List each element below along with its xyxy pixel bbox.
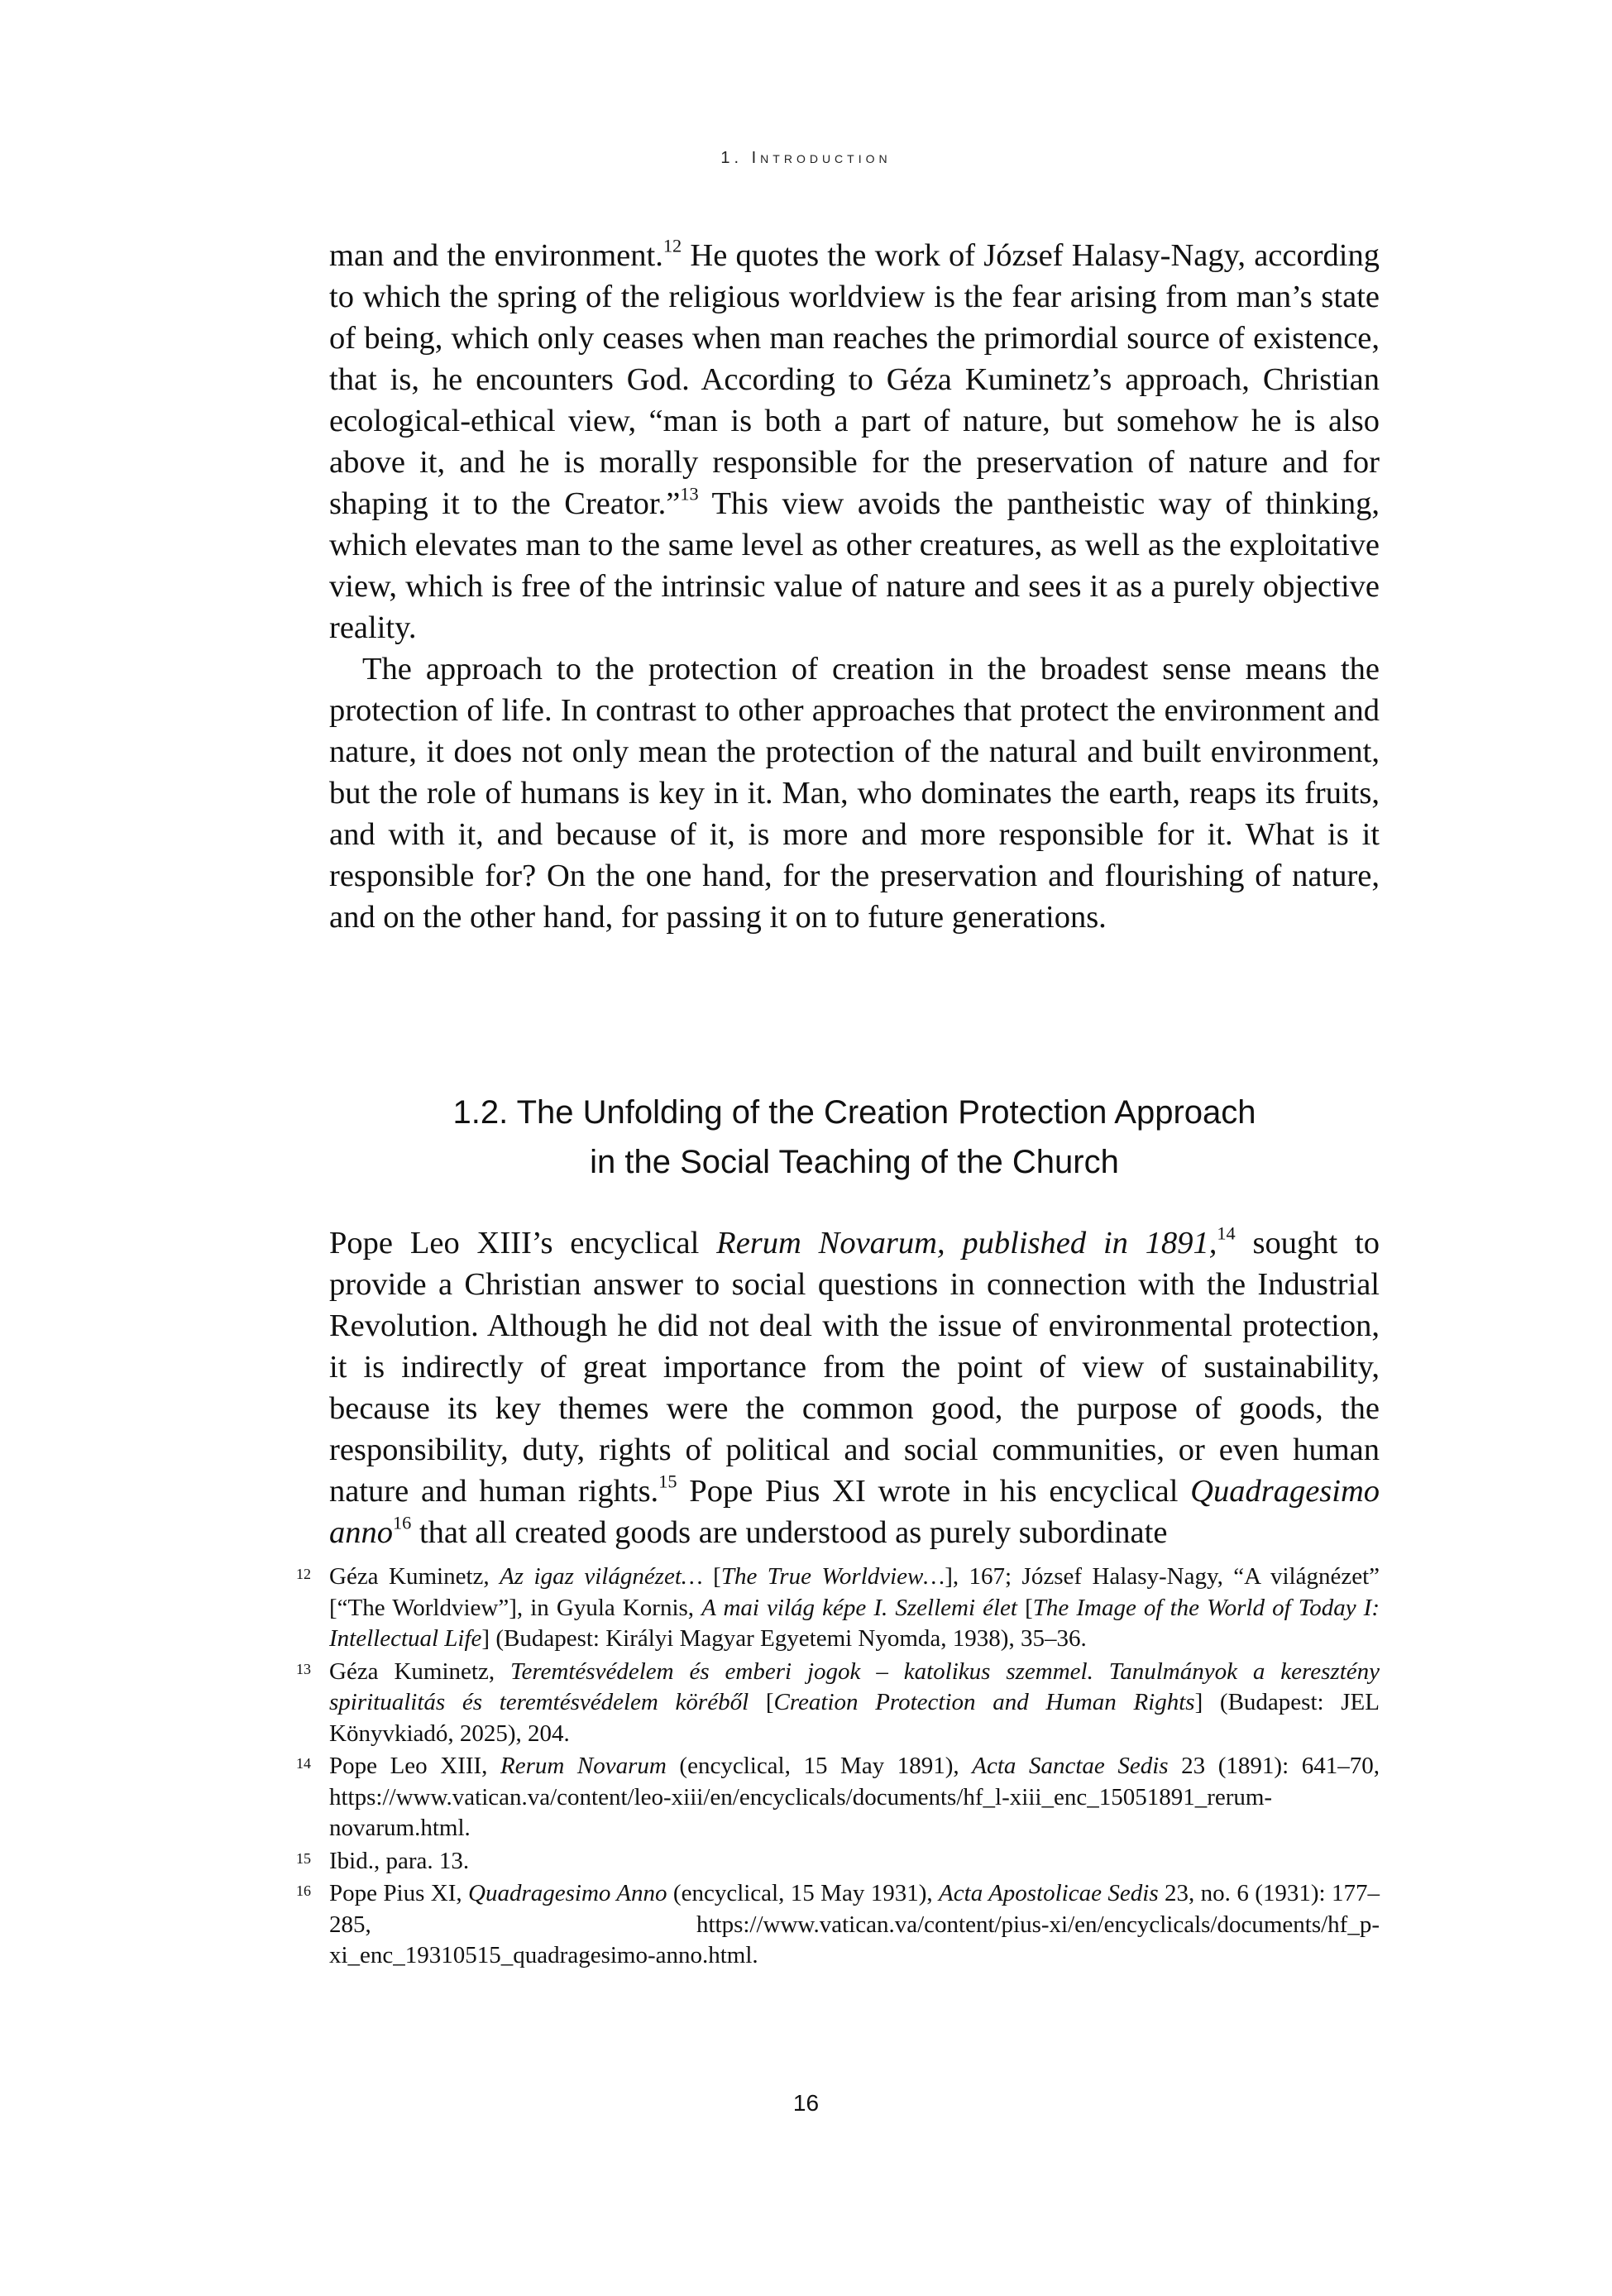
page-number: 16 <box>792 2090 820 2116</box>
italic-title: Quadragesimo anno <box>329 1474 1380 1550</box>
text-span: (encyclical, 15 May 1891), <box>666 1753 973 1779</box>
text-span: sought to provide a Christian answer to social questions in connection with the Industrial Revolution. Although he did not deal with the issue of environmental protection, it is indirectly of great importance from the point of view of sustainability, because its key themes were the common good, the purpose of goods, the responsibility, duty, rights of political and social communities, or even human nature and human rights. <box>329 1226 1380 1509</box>
italic-title: The True Worldview… <box>720 1563 945 1590</box>
footnote-16 <box>281 1878 1380 1972</box>
text-span: Ibid., para. 13. <box>329 1847 470 1874</box>
text-span: [ <box>702 1563 721 1590</box>
footnote-ref-16[interactable]: 16 <box>393 1512 412 1533</box>
italic-title: Creation Protection and Human Rights <box>773 1689 1195 1715</box>
text-span: man and the environment. <box>329 238 663 273</box>
footnote-url-text[interactable]: 23 (1891): 641–70, https://www.vatican.va/content/leo-xiii/en/encyclicals/documents/hf_l-xiii_enc_15051891_rerum-novarum.html. <box>329 1753 1380 1841</box>
footnote-number: 16 <box>296 1882 311 1899</box>
paragraph-1 <box>329 235 1380 648</box>
paragraph-2: The approach to the protection of creation in the broadest sense means the protection of life. In contrast to other approaches that protect the environment and nature, it does not only mean the protection of the natural and built environment, but the role of humans is key in it. Man, who dominates the earth, reaps its fruits, and with it, and because of it, is more and more responsible for it. What is it responsible for? On the one hand, for the preservation and flourishing of nature, and on the other hand, for passing it on to future generations. <box>329 652 1380 935</box>
footnote-12 <box>281 1562 1380 1655</box>
footnote-text <box>329 1878 1380 1972</box>
footnote-number: 15 <box>296 1849 311 1867</box>
text-span: that all created goods are understood as purely subordinate <box>411 1515 1168 1550</box>
footnote-text <box>329 1657 1380 1750</box>
footnote-number: 12 <box>296 1566 311 1582</box>
text-span: ] (Budapest: JEL Könyvkiadó, 2025), 204. <box>329 1689 1380 1747</box>
footnote-ref-12[interactable]: 12 <box>662 235 682 256</box>
text-span: ], 167; József Halasy-Nagy, “A világnézet” [“The Worldview”], in Gyula Kornis, <box>329 1563 1380 1621</box>
italic-title: Quadragesimo Anno <box>468 1880 667 1906</box>
section-heading-line-1: 1.2. The Unfolding of the Creation Protection Approach <box>452 1094 1256 1131</box>
footnote-13 <box>281 1657 1380 1750</box>
text-span: Pope Pius XI, <box>329 1880 469 1906</box>
footnote-ref-14[interactable]: 14 <box>1217 1222 1236 1244</box>
italic-title: Teremtésvédelem és emberi jogok – katolikus szemmel. Tanulmányok a keresztény spiritualitás és teremtésvédelem köréből <box>329 1657 1380 1715</box>
footnotes <box>281 1562 1380 1973</box>
italic-title: Az igaz világnézet… <box>500 1563 703 1590</box>
italic-title: Acta Sanctae Sedis <box>972 1753 1169 1779</box>
footnote-url-text[interactable]: 23, no. 6 (1931): 177–285, https://www.vatican.va/content/pius-xi/en/encyclicals/documents/hf_p-xi_enc_19310515_quadragesimo-anno.html. <box>329 1880 1380 1968</box>
text-span: Géza Kuminetz, <box>329 1657 510 1685</box>
footnote-text <box>329 1562 1380 1655</box>
italic-title: The Image of the World of Today I: Intellectual Life <box>329 1594 1380 1652</box>
text-span: This view avoids the pantheistic way of thinking, which elevates man to the same level as other creatures, as well as the exploitative view, which is free of the intrinsic value of nature and sees it as a purely objective reality. <box>329 486 1380 645</box>
text-span: ] (Budapest: Királyi Magyar Egyetemi Nyomda, 1938), 35–36. <box>481 1625 1087 1652</box>
italic-title: Acta Apostolicae Sedis <box>939 1880 1159 1906</box>
footnote-15 <box>281 1846 1380 1877</box>
footnote-number: 13 <box>296 1660 311 1677</box>
text-span: He quotes the work of József Halasy-Nagy, according to which the spring of the religious worldview is the fear arising from man’s state of being, which only ceases when man reaches the primordial source of existence, that is, he encounters God. According to Géza Kuminetz’s approach, Christian ecological-ethical view, “man is both a part of nature, but somehow he is also above it, and he is morally responsible for the preservation of nature and for shaping it to the Creator.” <box>329 238 1380 521</box>
paragraph-3 <box>329 1222 1380 1553</box>
italic-title: A mai világ képe I. Szellemi élet <box>701 1594 1017 1621</box>
italic-title: Rerum Novarum <box>500 1753 667 1779</box>
section-heading <box>329 1088 1380 1187</box>
section-heading-line-2: in the Social Teaching of the Church <box>590 1144 1119 1181</box>
text-span: Pope Leo XIII’s encyclical <box>329 1226 717 1260</box>
text-span: Pope Leo XIII, <box>329 1753 500 1779</box>
running-head: 1. Introduction <box>720 149 892 167</box>
footnote-number: 14 <box>296 1755 311 1772</box>
text-span: [ <box>749 1689 774 1715</box>
footnote-text <box>329 1846 1380 1877</box>
footnote-text <box>329 1751 1380 1844</box>
footnote-14 <box>281 1751 1380 1844</box>
footnote-ref-13[interactable]: 13 <box>680 483 699 505</box>
italic-title: Rerum Novarum, published in 1891, <box>716 1226 1217 1260</box>
text-span: (encyclical, 15 May 1931), <box>667 1880 940 1906</box>
body-text-block-2 <box>329 1222 1380 1553</box>
footnote-ref-15[interactable]: 15 <box>658 1471 677 1492</box>
body-text-block-1 <box>329 235 1380 938</box>
text-span: Pope Pius XI wrote in his encyclical <box>677 1474 1191 1509</box>
text-span: [ <box>1016 1594 1033 1621</box>
text-span: Géza Kuminetz, <box>329 1563 500 1590</box>
